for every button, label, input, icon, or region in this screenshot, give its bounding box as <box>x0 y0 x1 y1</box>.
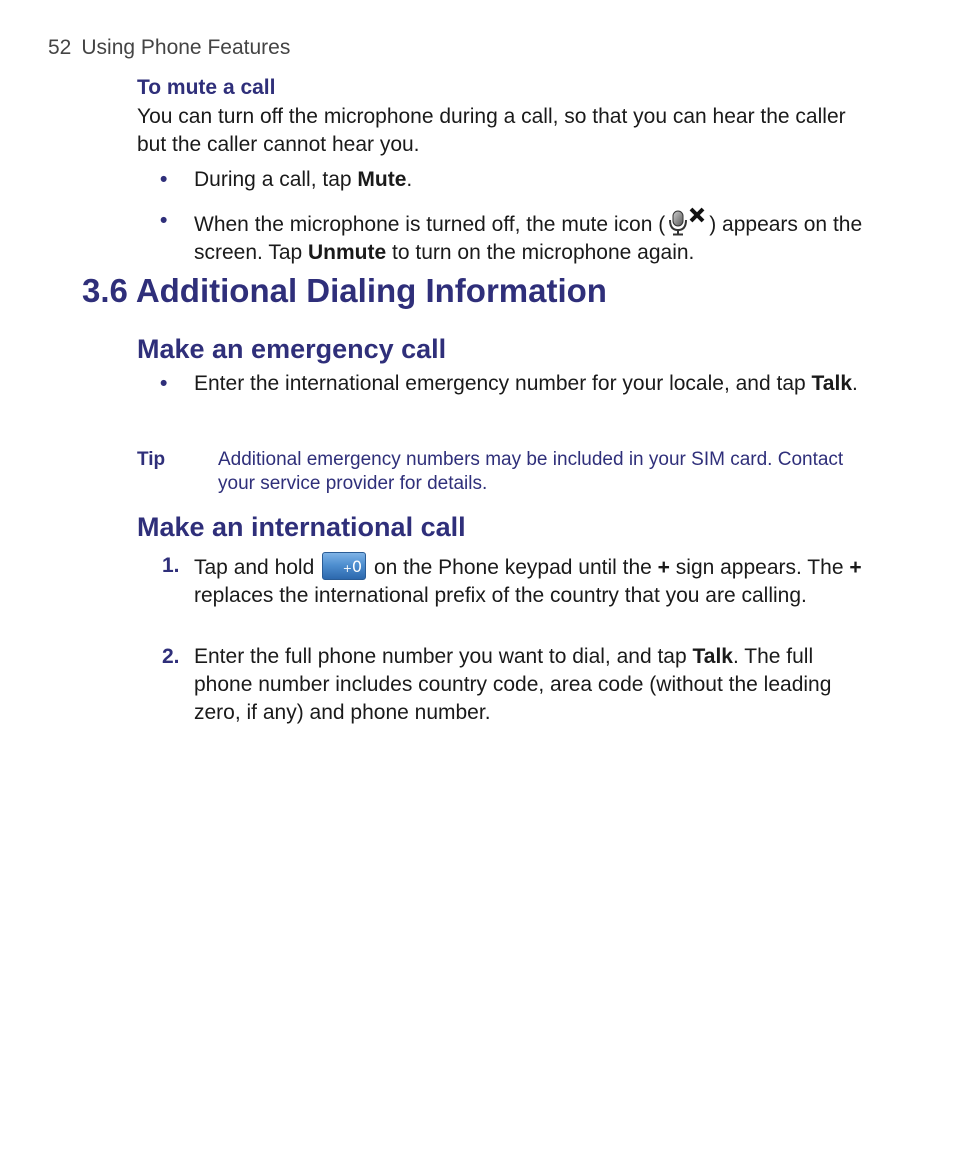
emergency-call-heading: Make an emergency call <box>137 334 447 364</box>
text-run: When the microphone is turned off, the mute icon ( <box>194 213 666 236</box>
section-title: 3.6 Additional Dialing Information <box>82 272 607 309</box>
bold-talk: Talk <box>692 645 733 668</box>
text-run: Enter the full phone number you want to dial, and tap <box>194 645 693 668</box>
bold-mute: Mute <box>357 168 407 191</box>
running-header <box>48 36 290 60</box>
tip-text: Additional emergency numbers may be included in your SIM card. Contact your service provider for details. <box>218 449 844 494</box>
text-run: on the Phone keypad until the <box>368 556 658 579</box>
tip-label: Tip <box>137 449 166 470</box>
step-text <box>194 552 864 610</box>
bullet-text <box>194 370 864 398</box>
mute-microphone-icon <box>665 207 709 237</box>
bullet-text <box>194 166 864 194</box>
chapter-title: Using Phone Features <box>81 36 291 59</box>
mute-call-heading: To mute a call <box>137 76 276 99</box>
bullet-text <box>194 207 864 267</box>
bullet-dot: • <box>160 372 168 395</box>
text-run: replaces the international prefix of the country that you are calling. <box>194 584 807 607</box>
text-run: During a call, tap <box>194 168 358 191</box>
text-run: Enter the international emergency number for your locale, and tap <box>194 372 812 395</box>
text-run: to turn on the microphone again. <box>386 241 695 264</box>
plus-zero-key-icon <box>322 552 366 580</box>
mute-intro-paragraph: You can turn off the microphone during a call, so that you can hear the caller but the caller cannot hear you. <box>137 105 846 156</box>
bold-plus: + <box>657 556 670 579</box>
text-run: . <box>406 168 413 191</box>
international-call-heading: Make an international call <box>137 512 466 542</box>
text-run: . The full phone number includes country code, area code (without the leading zero, if any) and phone number. <box>194 645 832 724</box>
page-number: 52 <box>48 36 72 59</box>
text-run: Tap and hold <box>194 556 321 579</box>
bold-plus: + <box>849 556 862 579</box>
step-number: 2. <box>162 645 180 668</box>
text-run: ) appears on the screen. Tap <box>194 213 863 264</box>
bullet-dot: • <box>160 209 168 232</box>
key-zero-glyph: 0 <box>351 557 363 576</box>
step-text <box>194 643 864 727</box>
bold-talk: Talk <box>811 372 852 395</box>
key-plus-glyph: + <box>342 562 352 575</box>
step-number: 1. <box>162 554 180 577</box>
bullet-dot: • <box>160 168 168 191</box>
bold-unmute: Unmute <box>308 241 387 264</box>
text-run: sign appears. The <box>669 556 850 579</box>
text-run: . <box>852 372 858 395</box>
